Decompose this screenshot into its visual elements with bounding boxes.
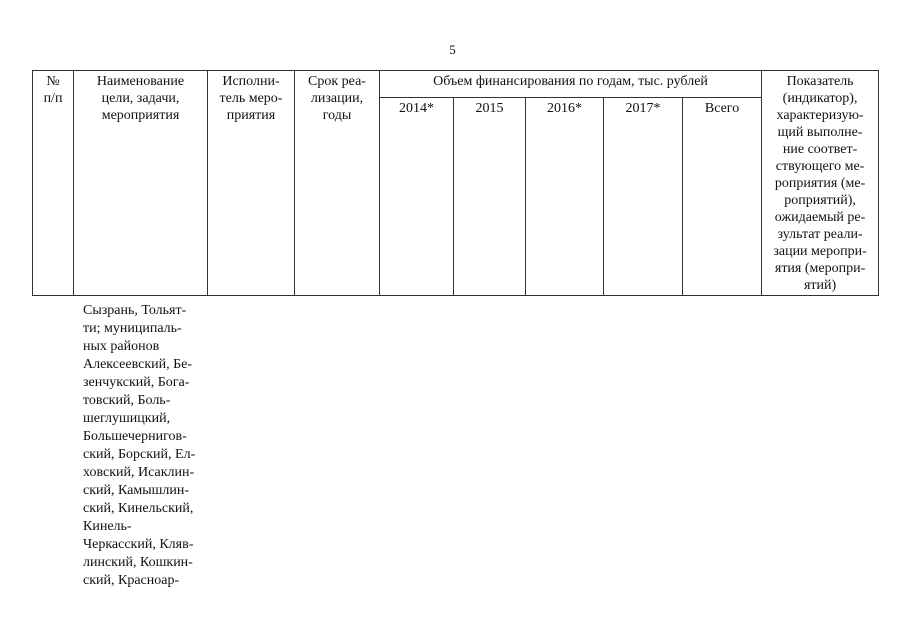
header-total: Всего <box>683 98 762 296</box>
header-year-2016: 2016* <box>526 98 604 296</box>
page-number: 5 <box>449 42 456 57</box>
funding-table <box>32 70 879 296</box>
header-funding: Объем финансирования по годам, тыс. рублей <box>380 71 762 98</box>
header-year-2017: 2017* <box>604 98 683 296</box>
header-executor: Исполни- тель меро- приятия <box>208 71 295 296</box>
header-num: № п/п <box>33 71 74 296</box>
header-name: Наименование цели, задачи, мероприятия <box>74 71 208 296</box>
header-indicator: Показатель (индикатор), характеризую- щий выполне- ние соответ- ствующего ме- роприятия (ме- роприятий), ожидаемый ре- зультат реали- зации меропри- ятия (меропри- ятий) <box>762 71 879 296</box>
carryover-text: Сызрань, Тольят- ти; муниципаль- ных районов Алексеевский, Бе- зенчукский, Бога- товский, Боль- шеглушицкий, Большечернигов- ский, Борский, Ел- ховский, Исаклин- ский, Камышлин- ский, Кинельский, Кинель- Черкасский, Кляв- линский, Кошкин- ский, Красноар- <box>83 303 196 588</box>
header-term: Срок реа- лизации, годы <box>295 71 380 296</box>
header-year-2014: 2014* <box>380 98 454 296</box>
header-year-2015: 2015 <box>454 98 526 296</box>
